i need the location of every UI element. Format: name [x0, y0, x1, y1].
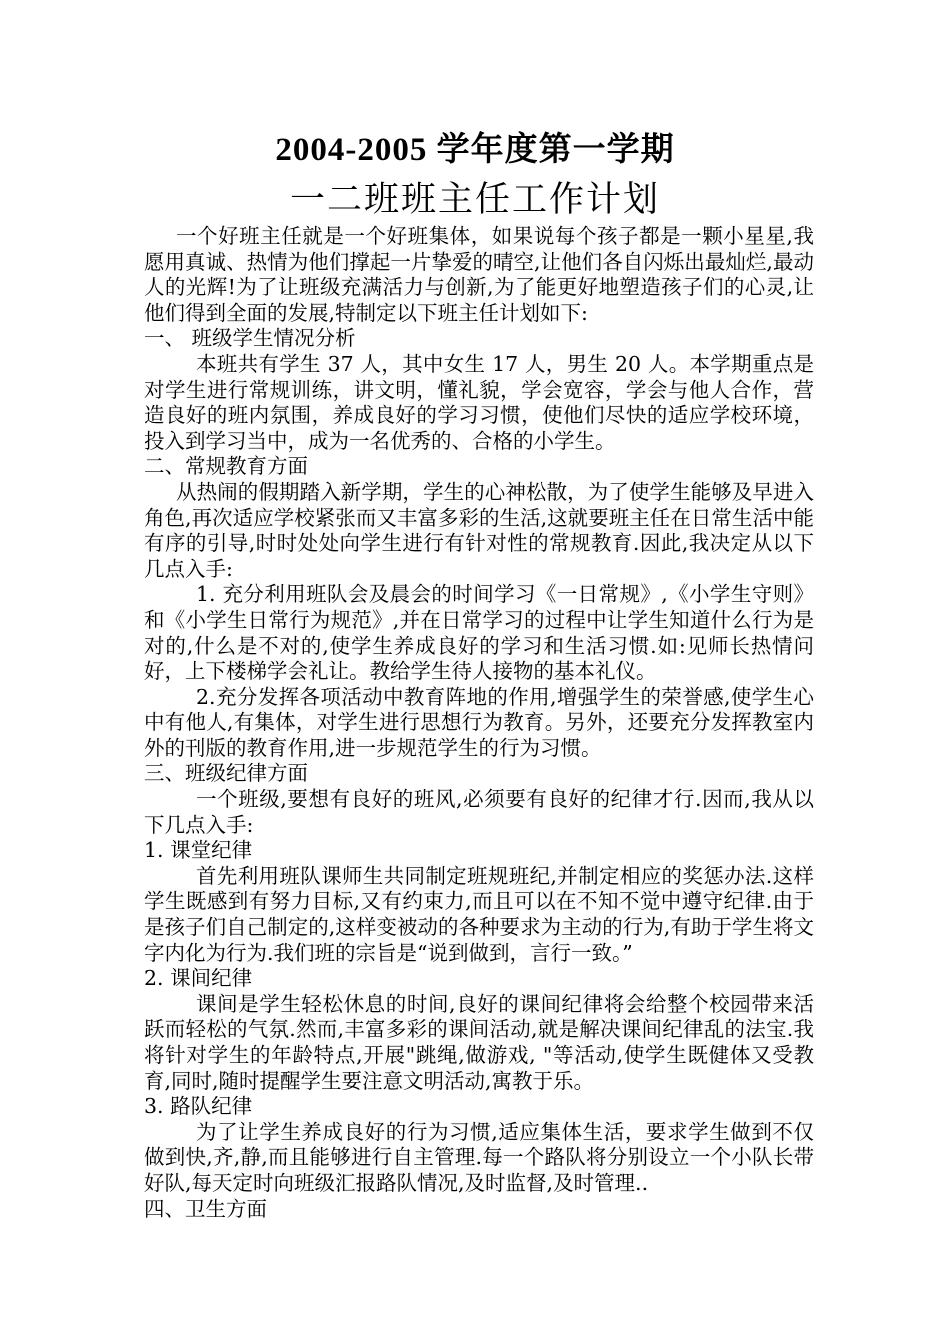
section-3-subheading-2: 2. 课间纪律	[144, 966, 253, 991]
section-heading-2: 二、常规教育方面	[144, 454, 308, 479]
section-3-item-1: 首先利用班队课师生共同制定班规班纪,并制定相应的奖惩办法.这样学生既感到有努力目标,又有约束力,而且可以在不知不觉中遵守纪律.由于是孩子们自己制定的,这样变被动的各种要求为主动的行为,有助于学生将文字内化为行为.我们班的宗旨是“说到做到，言行一致。”	[144, 863, 814, 965]
section-3-item-2: 课间是学生轻松休息的时间,良好的课间纪律将会给整个校园带来活跃而轻松的气氛.然而,丰富多彩的课间活动,就是解决课间纪律乱的法宝.我将针对学生的年龄特点,开展"跳绳,做游戏, "等活动,使学生既健体又受教育,同时,随时提醒学生要注意文明活动,寓教于乐。	[144, 991, 814, 1093]
section-heading-1: 一、 班级学生情况分析	[144, 326, 356, 351]
intro-paragraph: 一个好班主任就是一个好班集体，如果说每个孩子都是一颗小星星,我愿用真诚、热情为他们撑起一片挚爱的晴空,让他们各自闪烁出最灿烂,最动人的光辉!为了让班级充满活力与创新,为了能更好地塑造孩子们的心灵,让他们得到全面的发展,特制定以下班主任计划如下:	[144, 224, 814, 325]
section-1-paragraph: 本班共有学生 37 人，其中女生 17 人，男生 20 人。本学期重点是对学生进行常规训练，讲文明，懂礼貌，学会宽容，学会与他人合作，营造良好的班内氛围，养成良好的学习习惯，使他们尽快的适应学校环境，投入到学习当中，成为一名优秀的、合格的小学生。	[144, 351, 814, 453]
section-3-item-3: 为了让学生养成良好的行为习惯,适应集体生活，要求学生做到不仅做到快,齐,静,而且能够进行自主管理.每一个路队将分别设立一个小队长带好队,每天定时向班级汇报路队情况,及时监督,及时管理..	[144, 1119, 814, 1195]
section-heading-3: 三、班级纪律方面	[144, 761, 308, 786]
section-2-item-1: 1. 充分利用班队会及晨会的时间学习《一日常规》,《小学生守则》和《小学生日常行为规范》,并在日常学习的过程中让学生知道什么行为是对的,什么是不对的,使学生养成良好的学习和生活习惯.如:见师长热情问好，上下楼梯学会礼让。教给学生待人接物的基本礼仪。	[144, 582, 814, 684]
section-3-paragraph: 一个班级,要想有良好的班风,必须要有良好的纪律才行.因而,我从以下几点入手:	[144, 787, 814, 837]
document-title-line1: 2004-2005 学年度第一学期	[275, 132, 675, 168]
section-heading-4: 四、卫生方面	[144, 1196, 267, 1221]
section-2-item-2: 2.充分发挥各项活动中教育阵地的作用,增强学生的荣誉感,使学生心中有他人,有集体，对学生进行思想行为教育。另外，还要充分发挥教室内外的刊版的教育作用,进一步规范学生的行为习惯。	[144, 684, 814, 760]
document-body	[144, 224, 814, 1222]
section-2-paragraph: 从热闹的假期踏入新学期，学生的心神松散，为了使学生能够及早进入角色,再次适应学校紧张而又丰富多彩的生活,这就要班主任在日常生活中能有序的引导,时时处处向学生进行有针对性的常规教育.因此,我决定从以下几点入手:	[144, 479, 814, 581]
document-title-line2: 一二班班主任工作计划	[289, 180, 660, 220]
section-3-subheading-3: 3. 路队纪律	[144, 1094, 253, 1119]
section-3-subheading-1: 1. 课堂纪律	[144, 838, 253, 863]
